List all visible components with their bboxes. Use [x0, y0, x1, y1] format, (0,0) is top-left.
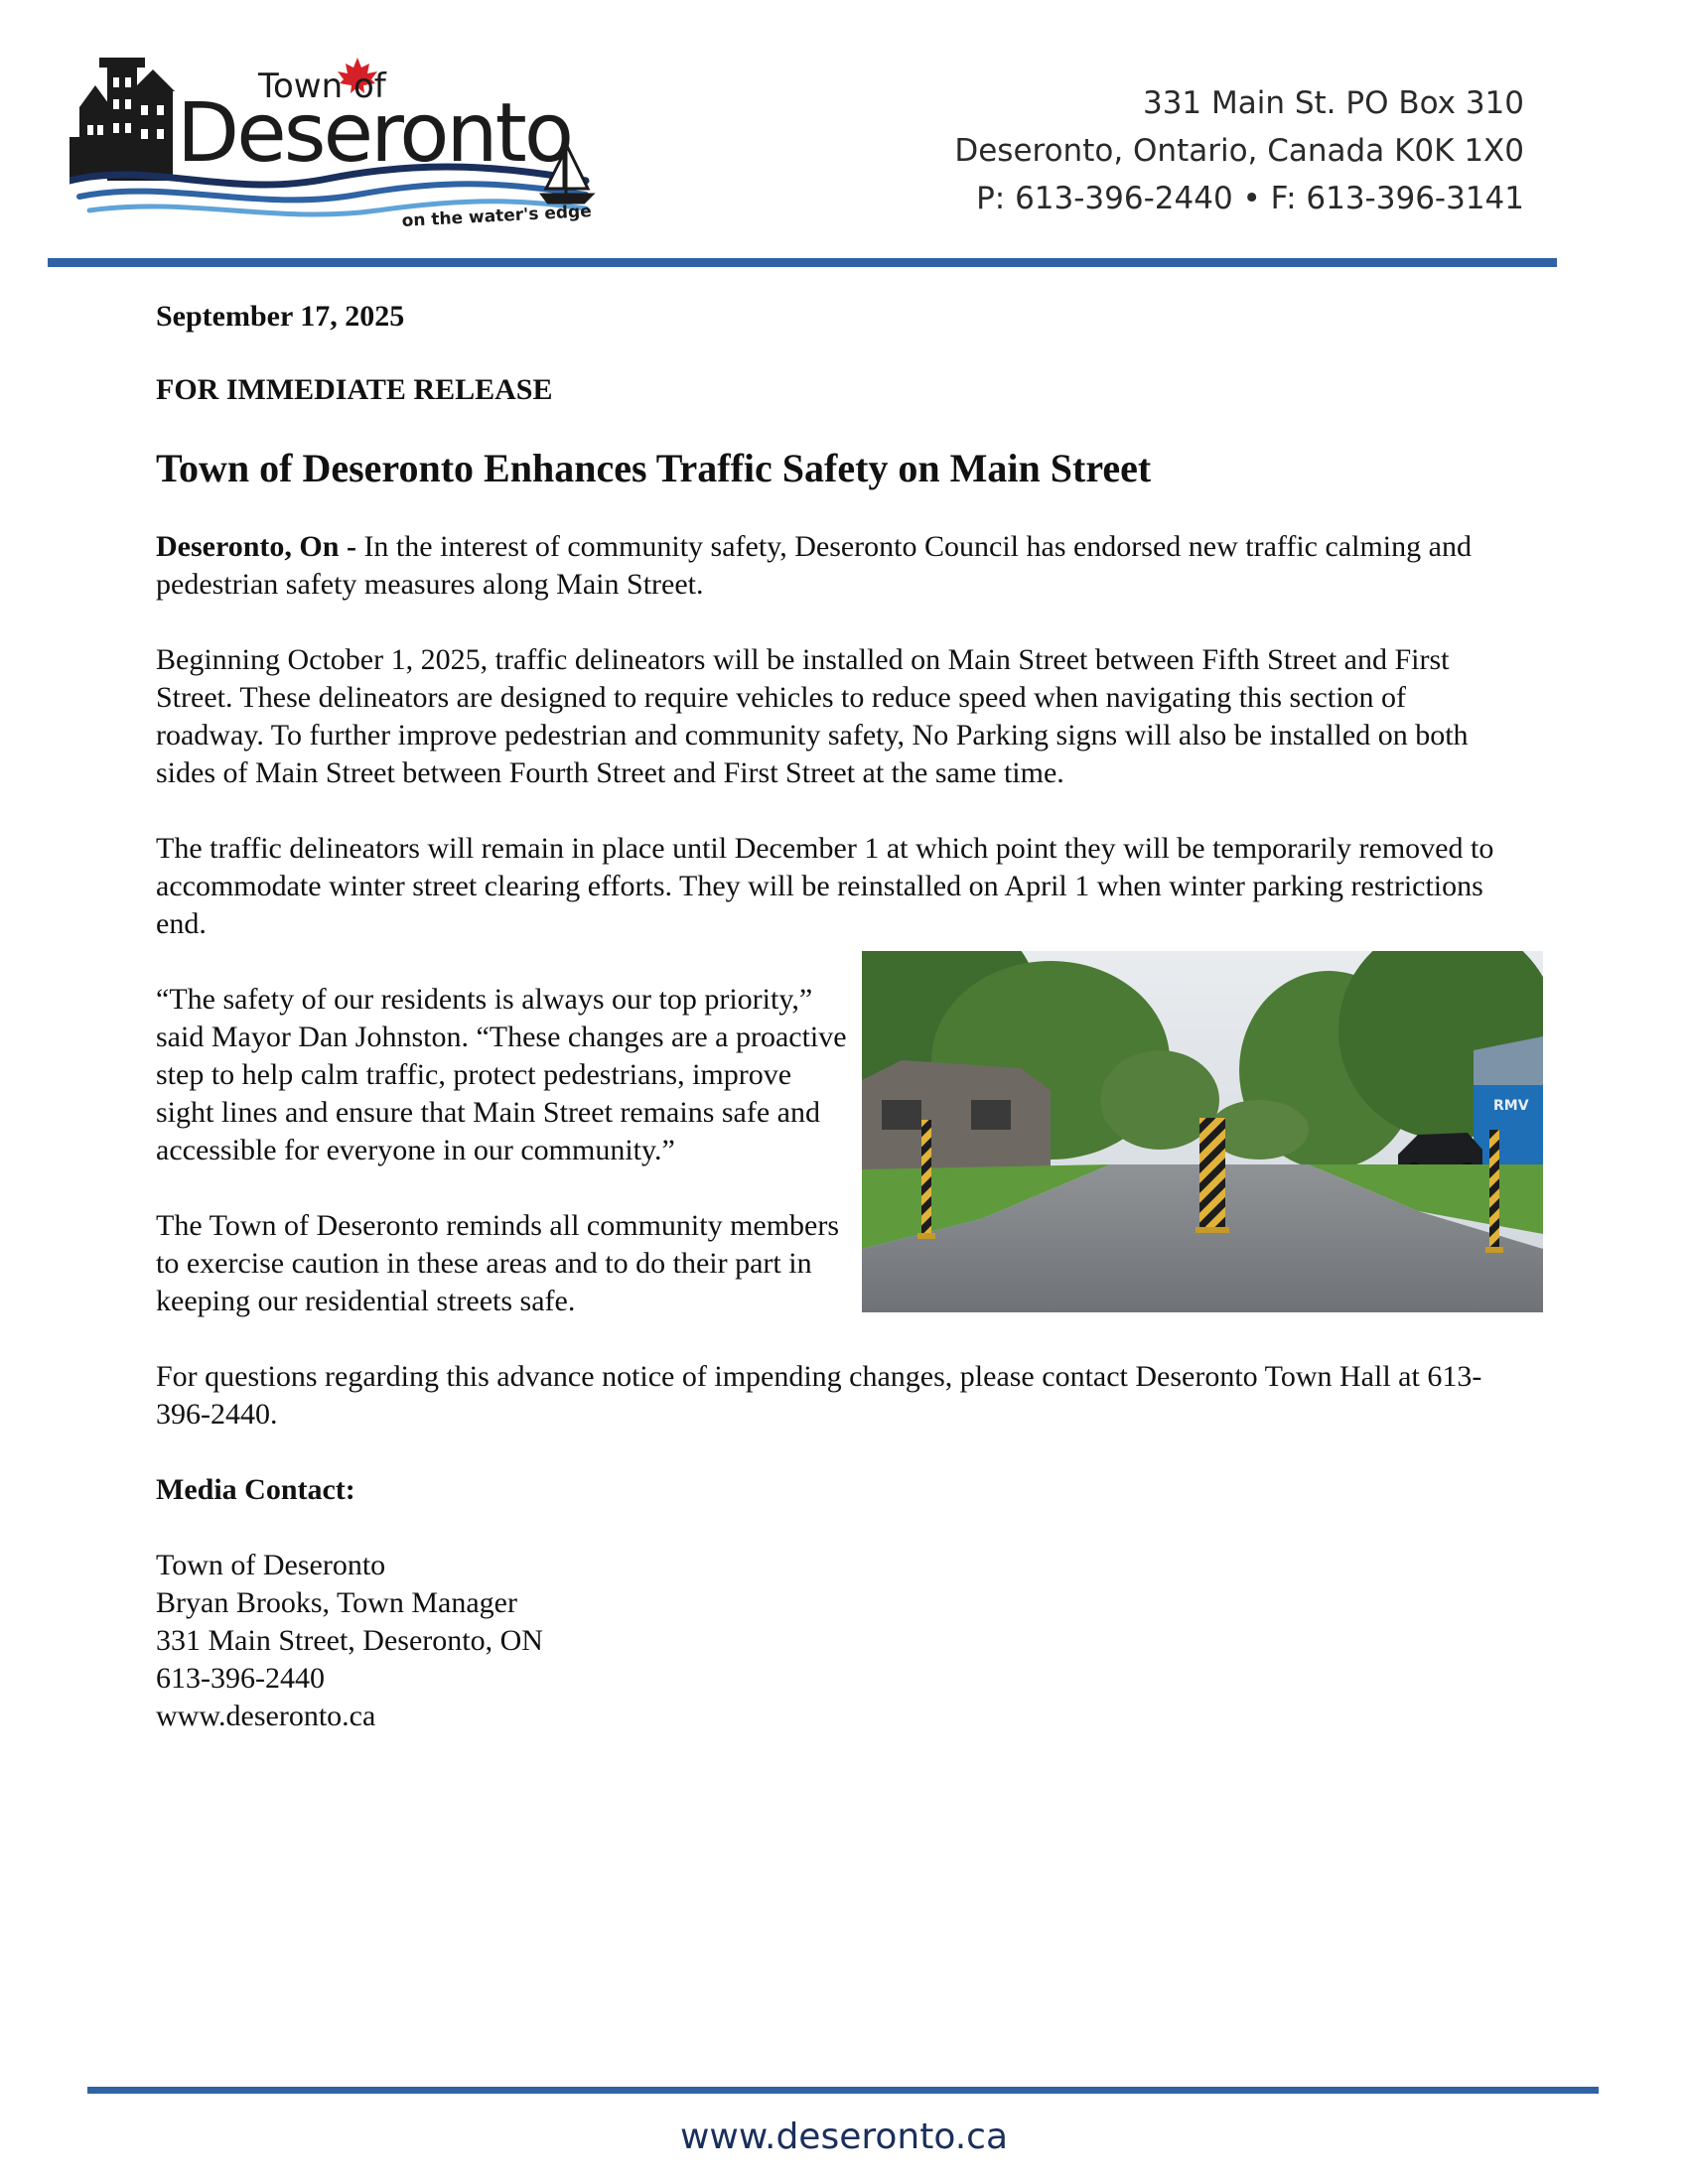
headline: Town of Deseronto Enhances Traffic Safety on Main Street: [156, 446, 1152, 490]
media-contact-label: Media Contact:: [156, 1473, 355, 1506]
logo-tagline: on the water's edge: [401, 202, 593, 231]
house-left: [862, 1060, 1051, 1169]
contact-phone: 613-396-2440: [156, 1662, 325, 1695]
contact-person: Bryan Brooks, Town Manager: [156, 1586, 517, 1619]
intro-text: In the interest of community safety, Deseronto Council has endorsed new traffic calming and pedestrian safety measures along Main Street.: [156, 530, 1472, 601]
logo-town-name: Deseronto: [177, 86, 574, 181]
paragraph-reminder: The Town of Deseronto reminds all community members to exercise caution in these areas and to do their part in keeping our residential streets safe.: [156, 1209, 840, 1317]
header-divider: [48, 258, 1557, 267]
header-address: [954, 79, 1524, 222]
media-contact-block: [156, 1547, 1506, 1735]
paragraph-questions: For questions regarding this advance notice of impending changes, please contact Deseronto Town Hall at 613-396-2440.: [156, 1360, 1482, 1431]
paragraph-intro: [156, 528, 1506, 604]
paragraph-removal: The traffic delineators will remain in place until December 1 at which point they will be temporarily removed to accommodate winter street clearing efforts. They will be reinstalled on April 1 when winter parking restrictions end.: [156, 832, 1494, 940]
delineator-center: [1196, 1118, 1229, 1233]
paragraph-installation: Beginning October 1, 2025, traffic delineators will be installed on Main Street between Fifth Street and First Street. These delineators are designed to require vehicles to reduce speed when navigating this section of roadway. To further improve pedestrian and community safety, No Parking signs will also be installed on both sides of Main Street between Fourth Street and First Street at the same time.: [156, 643, 1469, 789]
dateline: Deseronto, On -: [156, 530, 356, 563]
paragraph-mayor-quote: “The safety of our residents is always our top priority,” said Mayor Dan Johnston. “These changes are a proactive step to help calm traffic, protect pedestrians, improve sight lines and ensure that Main Street remains safe and accessible for everyone in our community.”: [156, 983, 847, 1166]
contact-org: Town of Deseronto: [156, 1549, 386, 1581]
address-line-2: Deseronto, Ontario, Canada K0K 1X0: [954, 133, 1524, 169]
house-right: [1474, 1036, 1543, 1169]
release-date: September 17, 2025: [156, 300, 405, 333]
street-photo: [862, 951, 1543, 1312]
building-silhouette-icon: [70, 58, 175, 181]
town-logo: [70, 50, 626, 238]
contact-address: 331 Main Street, Deseronto, ON: [156, 1624, 543, 1657]
phone-fax-line: P: 613-396-2440 • F: 613-396-3141: [976, 181, 1524, 216]
dumpster-text: RMV: [1493, 1098, 1529, 1114]
address-line-1: 331 Main St. PO Box 310: [1142, 85, 1524, 121]
footer-website-link[interactable]: www.deseronto.ca: [679, 2116, 1009, 2157]
footer-divider: [87, 2087, 1599, 2094]
contact-web: www.deseronto.ca: [156, 1700, 376, 1732]
release-label: FOR IMMEDIATE RELEASE: [156, 373, 553, 406]
logo-town-of: Town of: [258, 67, 386, 106]
